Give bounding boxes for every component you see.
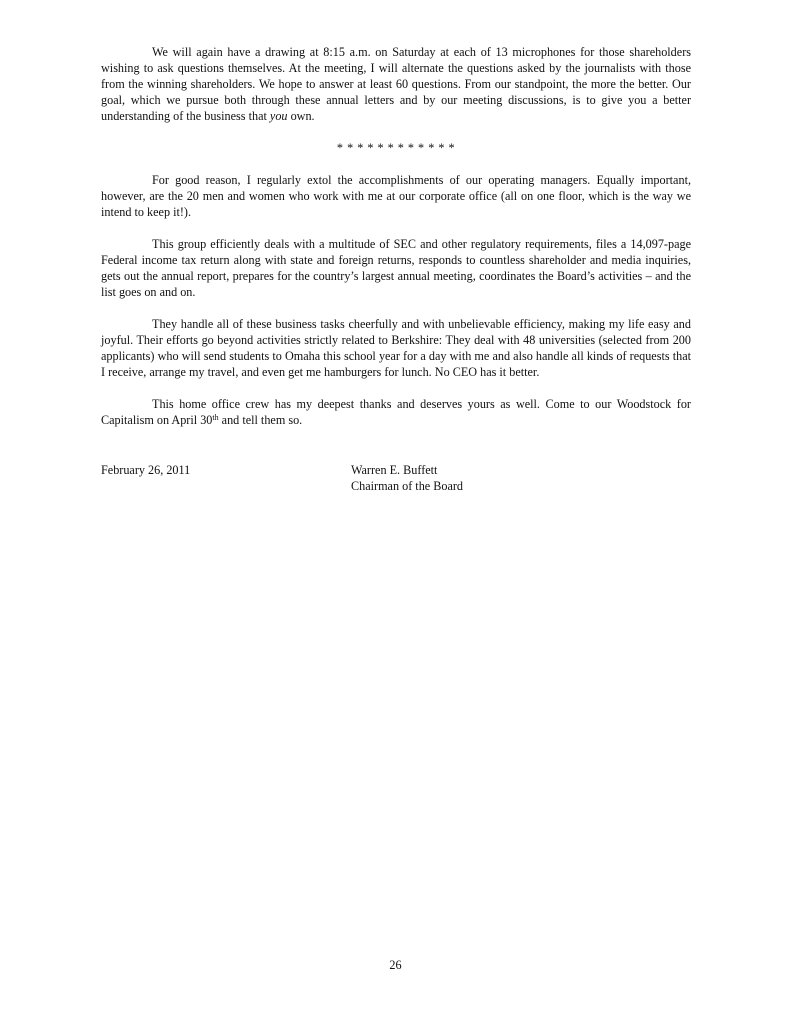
paragraph-corporate-office: For good reason, I regularly extol the accomplishments of our operating managers. Equally important, however, are the 20 men and women who work with me at our corporate office (all on one floor, which is the way we intend to keep it!). [101,173,691,219]
paragraph-text: We will again have a drawing at 8:15 a.m. on Saturday at each of 13 microphones for those shareholders wishing to ask questions themselves. At the meeting, I will alternate the questions asked by the journalists with those from the winning shareholders. We hope to answer at least 60 questions. From our standpoint, the more the better. Our goal, which we pursue both through these annual letters and by our meeting discussions, is to give you a better understanding of the business that [101,45,691,123]
paragraph-efficiency: They handle all of these business tasks cheerfully and with unbelievable efficiency, making my life easy and joyful. Their efforts go beyond activities strictly related to Berkshire: They deal with 48 universities (selected from 200 applicants) who will send students to Omaha this school year for a day with me and also handle all kinds of requests that I receive, arrange my travel, and even get me hamburgers for lunch. No CEO has it better. [101,317,691,379]
paragraph-text-end: own. [287,109,315,123]
emphasis-word: you [269,109,288,123]
signature-section [101,462,691,494]
paragraph-microphone-drawing [101,44,691,124]
signature-block [351,462,463,494]
letter-body [101,44,691,494]
signer-title: Chairman of the Board [351,479,464,493]
paragraph-thanks [101,396,691,428]
letter-date: February 26, 2011 [101,463,191,477]
paragraph-regulatory-tasks: This group efficiently deals with a multitude of SEC and other regulatory requirements, files a 14,097-page Federal income tax return along with state and foreign returns, responds to countless shareholder and media inquiries, gets out the annual report, prepares for the country’s largest annual meeting, coordinates the Board’s activities – and the list goes on and on. [101,237,691,299]
page-number: 26 [389,958,402,972]
paragraph-text-end: and tell them so. [218,413,303,427]
paragraph-text: This home office crew has my deepest thanks and deserves yours as well. Come to our Woodstock for Capitalism on April 30 [101,397,691,427]
section-separator: * * * * * * * * * * * * [336,141,456,155]
ordinal-suffix: th [212,413,219,422]
signer-name: Warren E. Buffett [351,463,438,477]
